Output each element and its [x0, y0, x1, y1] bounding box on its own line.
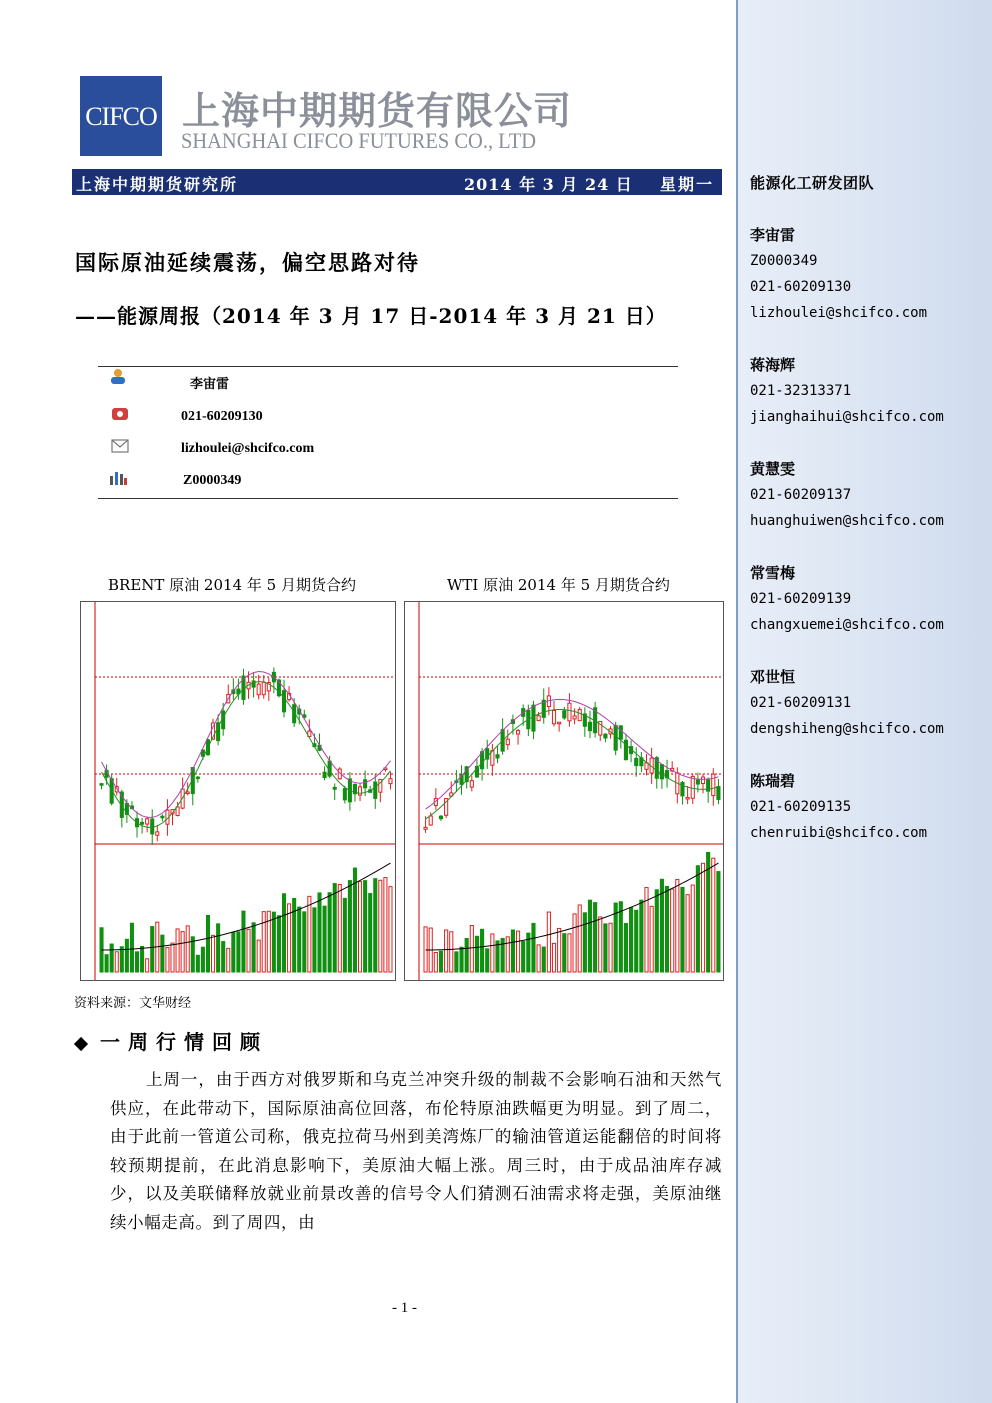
contact-card	[750, 768, 927, 846]
contact-line: dengshiheng@shcifco.com	[750, 721, 944, 737]
contact-line: jianghaihui@shcifco.com	[750, 409, 944, 425]
mail-icon	[110, 438, 130, 454]
brent-chart-image	[80, 601, 396, 981]
author-bottom-rule	[98, 498, 678, 499]
company-name-en: SHANGHAI CIFCO FUTURES CO., LTD	[181, 128, 537, 153]
person-icon	[108, 368, 128, 384]
section-heading	[76, 1026, 268, 1055]
section-title: 一周行情回顾	[100, 1030, 268, 1054]
contact-line: chenruibi@shcifco.com	[750, 825, 928, 841]
report-weekday: 星期一	[660, 175, 715, 194]
team-name: 能源化工研发团队	[750, 174, 875, 192]
author-license: Z0000349	[183, 473, 242, 488]
contact-sidebar	[736, 0, 992, 1403]
contact-name: 陈瑞碧	[750, 772, 796, 790]
contact-line: 021-60209137	[750, 487, 852, 503]
report-date: 2014 年 3 月 24 日	[464, 175, 633, 194]
contact-card	[750, 664, 944, 742]
contact-name: 蒋海辉	[750, 356, 796, 374]
contact-card	[750, 456, 944, 534]
contact-name: 李宙雷	[750, 226, 796, 244]
contact-line: Z0000349	[750, 253, 818, 269]
diamond-bullet-icon	[74, 1037, 88, 1051]
contact-name: 常雪梅	[750, 564, 796, 582]
contact-name: 黄慧雯	[750, 460, 796, 478]
contact-line: 021-60209139	[750, 591, 852, 607]
page-number: - 1 -	[392, 1300, 417, 1316]
logo-mark: CIFCO	[85, 102, 157, 131]
contact-name: 邓世恒	[750, 668, 796, 686]
contact-line: changxuemei@shcifco.com	[750, 617, 944, 633]
contact-line: lizhoulei@shcifco.com	[750, 305, 928, 321]
institute-name: 上海中期期货研究所	[76, 175, 239, 194]
company-logo	[80, 76, 162, 156]
author-top-rule	[98, 366, 678, 367]
header-bar	[72, 169, 722, 195]
report-title: 国际原油延续震荡，偏空思路对待	[75, 250, 420, 275]
license-icon	[108, 470, 128, 486]
wti-chart-image	[404, 601, 724, 981]
wti-candlestick-svg	[405, 602, 723, 980]
contact-card	[750, 352, 944, 430]
phone-icon	[110, 406, 130, 422]
body-paragraph: 上周一，由于西方对俄罗斯和乌克兰冲突升级的制裁不会影响石油和天然气供应，在此带动下，国际原油高位回落，布伦特原油跌幅更为明显。到了周二，由于此前一管道公司称，俄克拉荷马州到美湾炼厂的输油管道运能翻倍的时间将较预期提前，在此消息影响下，美原油大幅上涨。周三时，由于成品油库存减少，以及美联储释放就业前景改善的信号令人们猜测石油需求将走强，美原油继续小幅走高。到了周四，由	[110, 1070, 722, 1232]
contact-card	[750, 222, 927, 326]
contact-card	[750, 560, 944, 638]
company-name-cn: 上海中期期货有限公司	[182, 89, 573, 133]
author-phone: 021-60209130	[181, 409, 263, 424]
contact-line: 021-60209130	[750, 279, 852, 295]
author-email: lizhoulei@shcifco.com	[181, 441, 315, 456]
data-source: 资料来源：文华财经	[74, 996, 192, 1011]
brent-candlestick-svg	[81, 602, 395, 980]
author-name: 李宙雷	[190, 377, 230, 392]
report-subtitle: ——能源周报（2014 年 3 月 17 日-2014 年 3 月 21 日）	[75, 304, 667, 328]
wti-chart-title: WTI 原油 2014 年 5 月期货合约	[447, 576, 670, 594]
contact-line: 021-60209131	[750, 695, 852, 711]
contact-line: 021-32313371	[750, 383, 852, 399]
brent-chart-title: BRENT 原油 2014 年 5 月期货合约	[108, 576, 356, 594]
contact-line: huanghuiwen@shcifco.com	[750, 513, 944, 529]
contact-line: 021-60209135	[750, 799, 852, 815]
